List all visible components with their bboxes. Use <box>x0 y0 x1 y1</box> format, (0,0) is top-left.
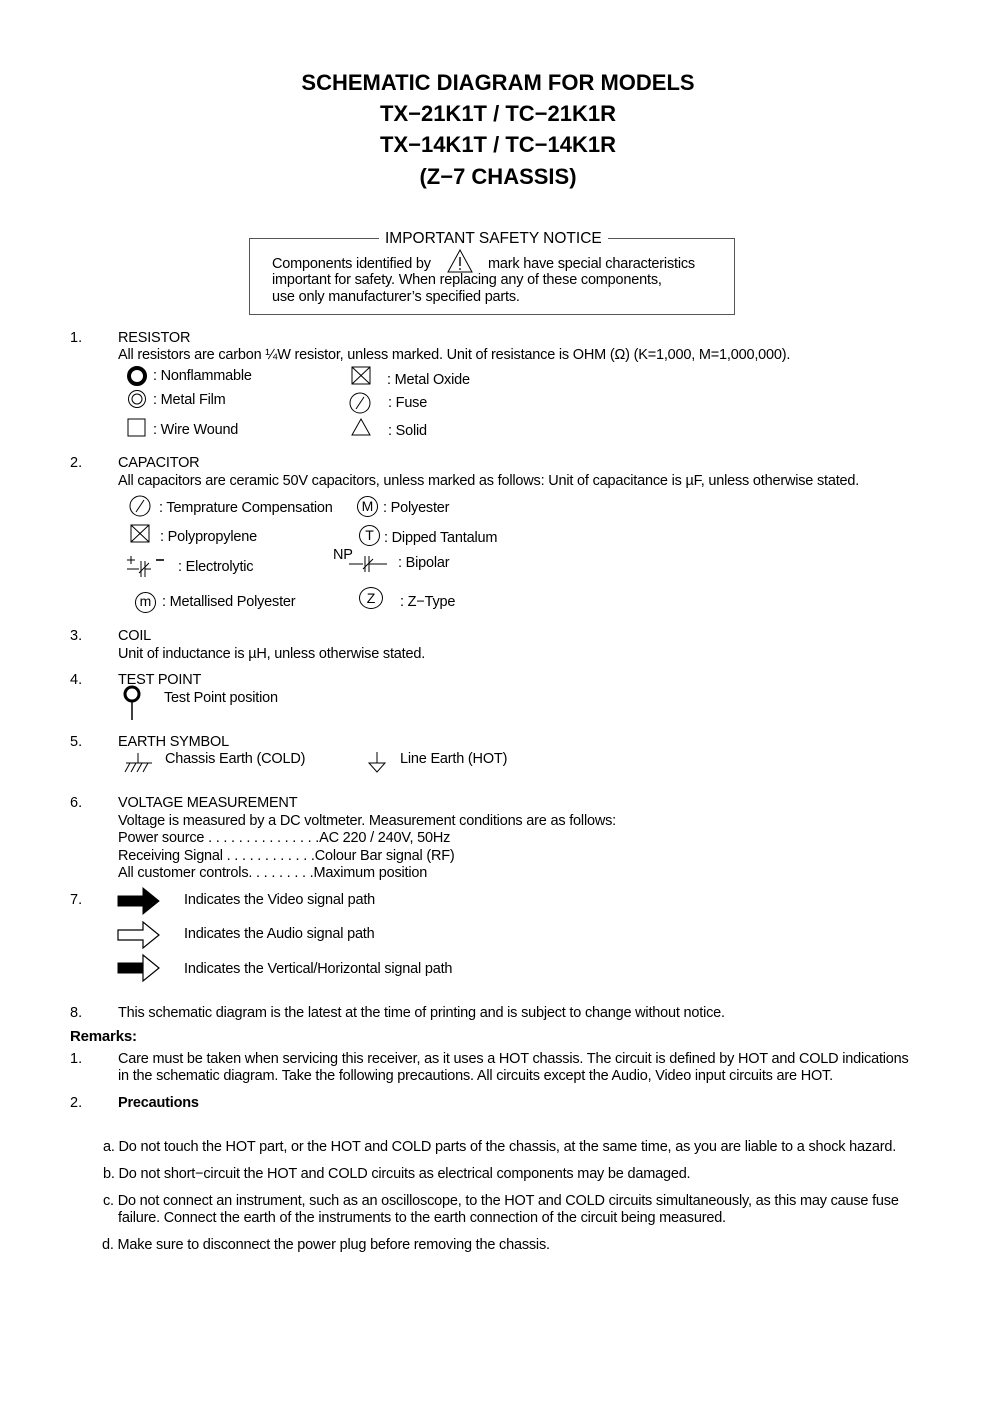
temp-compensation-label: : Temprature Compensation <box>159 500 333 516</box>
title-line-2: TX−21K1T / TC−21K1R <box>380 101 616 126</box>
capacitor-heading: CAPACITOR <box>118 455 200 471</box>
remark-2-number: 2. <box>70 1095 83 1111</box>
capacitor-description: All capacitors are ceramic 50V capacitors, unless marked as follows: Unit of capacitance is µF, unless otherwise stated. <box>118 473 860 489</box>
temp-compensation-icon <box>128 494 152 518</box>
metallised-polyester-icon: m <box>135 592 156 613</box>
audio-arrow-icon <box>117 920 161 950</box>
test-point-heading: TEST POINT <box>118 672 202 688</box>
test-point-description: Test Point position <box>164 690 278 706</box>
nonflammable-icon <box>126 366 148 386</box>
remark-1-line-2: in the schematic diagram. Take the following precautions. All circuits except the Audio, Video input circuits are HOT. <box>118 1068 833 1084</box>
notice-line-2: important for safety. When replacing any of these components, <box>272 272 662 288</box>
wire-wound-icon <box>127 418 147 438</box>
latest-text: This schematic diagram is the latest at the time of printing and is subject to change without notice. <box>118 1005 725 1021</box>
capacitor-number: 2. <box>70 455 83 471</box>
polypropylene-icon <box>130 524 152 544</box>
bipolar-label: : Bipolar <box>398 555 450 571</box>
earth-number: 5. <box>70 734 83 750</box>
latest-number: 8. <box>70 1005 83 1021</box>
polyester-icon: M <box>357 496 378 517</box>
chassis-earth-label: Chassis Earth (COLD) <box>165 751 306 767</box>
line-earth-icon <box>366 751 388 775</box>
signals-number: 7. <box>70 892 83 908</box>
solid-label: : Solid <box>388 423 427 439</box>
precaution-c-line-2: failure. Connect the earth of the instruments to the earth connection of the circuit being measured. <box>118 1210 726 1226</box>
fuse-icon <box>348 391 372 415</box>
notice-line-1b: mark have special characteristics <box>488 256 695 272</box>
z-type-label: : Z−Type <box>400 594 456 610</box>
remark-1-line-1: Care must be taken when servicing this receiver, as it uses a HOT chassis. The circuit is defined by HOT and COLD indications <box>118 1051 909 1067</box>
vh-path-label: Indicates the Vertical/Horizontal signal path <box>184 961 453 977</box>
warning-triangle-icon <box>447 249 473 273</box>
voltage-row-controls: All customer controls. . . . . . . . .Maximum position <box>118 865 428 881</box>
precaution-d: d. Make sure to disconnect the power plug before removing the chassis. <box>102 1237 550 1253</box>
voltage-description: Voltage is measured by a DC voltmeter. Measurement conditions are as follows: <box>118 813 616 829</box>
precaution-a: a. Do not touch the HOT part, or the HOT and COLD parts of the chassis, at the same time, as you are liable to a shock hazard. <box>103 1139 897 1155</box>
solid-triangle-icon <box>350 418 372 436</box>
safety-notice-title: IMPORTANT SAFETY NOTICE <box>379 230 608 247</box>
line-earth-label: Line Earth (HOT) <box>400 751 508 767</box>
precautions-heading: Precautions <box>118 1095 199 1111</box>
electrolytic-capacitor-icon <box>125 553 167 579</box>
earth-heading: EARTH SYMBOL <box>118 734 229 750</box>
chassis-earth-icon <box>122 751 156 775</box>
metal-film-icon <box>126 389 148 409</box>
test-point-number: 4. <box>70 672 83 688</box>
polyester-label: : Polyester <box>383 500 450 516</box>
z-type-icon: Z <box>359 587 383 609</box>
remarks-heading: Remarks: <box>70 1028 137 1045</box>
np-label: NP <box>333 547 353 563</box>
resistor-number: 1. <box>70 330 83 346</box>
metal-oxide-icon <box>350 366 372 386</box>
dipped-tantalum-label: : Dipped Tantalum <box>384 530 498 546</box>
tantalum-icon: T <box>359 525 380 546</box>
resistor-description: All resistors are carbon ¼W resistor, unless marked. Unit of resistance is OHM (Ω) (K=1,000, M=1,000,000). <box>118 347 791 363</box>
title-line-3: TX−14K1T / TC−14K1R <box>380 132 616 157</box>
polypropylene-label: : Polypropylene <box>160 529 257 545</box>
nonflammable-label: : Nonflammable <box>153 368 252 384</box>
metallised-polyester-label: : Metallised Polyester <box>162 594 296 610</box>
coil-heading: COIL <box>118 628 152 644</box>
metal-film-label: : Metal Film <box>153 392 226 408</box>
electrolytic-label: : Electrolytic <box>178 559 254 575</box>
precaution-b: b. Do not short−circuit the HOT and COLD circuits as electrical components may be damaged. <box>103 1166 691 1182</box>
vertical-horizontal-arrow-icon <box>117 953 161 983</box>
coil-description: Unit of inductance is µH, unless otherwise stated. <box>118 646 426 662</box>
title-line-1: SCHEMATIC DIAGRAM FOR MODELS <box>301 70 695 95</box>
voltage-row-power: Power source . . . . . . . . . . . . . . .AC 220 / 240V, 50Hz <box>118 830 451 846</box>
fuse-label: : Fuse <box>388 395 428 411</box>
audio-path-label: Indicates the Audio signal path <box>184 926 375 942</box>
wire-wound-label: : Wire Wound <box>153 422 239 438</box>
resistor-heading: RESISTOR <box>118 330 191 346</box>
coil-number: 3. <box>70 628 83 644</box>
voltage-row-signal: Receiving Signal . . . . . . . . . . . .Colour Bar signal (RF) <box>118 848 455 864</box>
precaution-c-line-1: c. Do not connect an instrument, such as an oscilloscope, to the HOT and COLD circuits simultaneously, as this may cause fuse <box>103 1193 899 1209</box>
test-point-icon <box>120 684 144 722</box>
notice-line-1a: Components identified by <box>272 256 431 272</box>
bipolar-capacitor-icon <box>337 552 391 576</box>
voltage-heading: VOLTAGE MEASUREMENT <box>118 795 298 811</box>
voltage-number: 6. <box>70 795 83 811</box>
remark-1-number: 1. <box>70 1051 83 1067</box>
video-arrow-icon <box>117 886 161 916</box>
notice-line-3: use only manufacturer’s specified parts. <box>272 289 520 305</box>
video-path-label: Indicates the Video signal path <box>184 892 376 908</box>
title-line-4: (Z−7 CHASSIS) <box>419 164 577 189</box>
metal-oxide-label: : Metal Oxide <box>387 372 470 388</box>
